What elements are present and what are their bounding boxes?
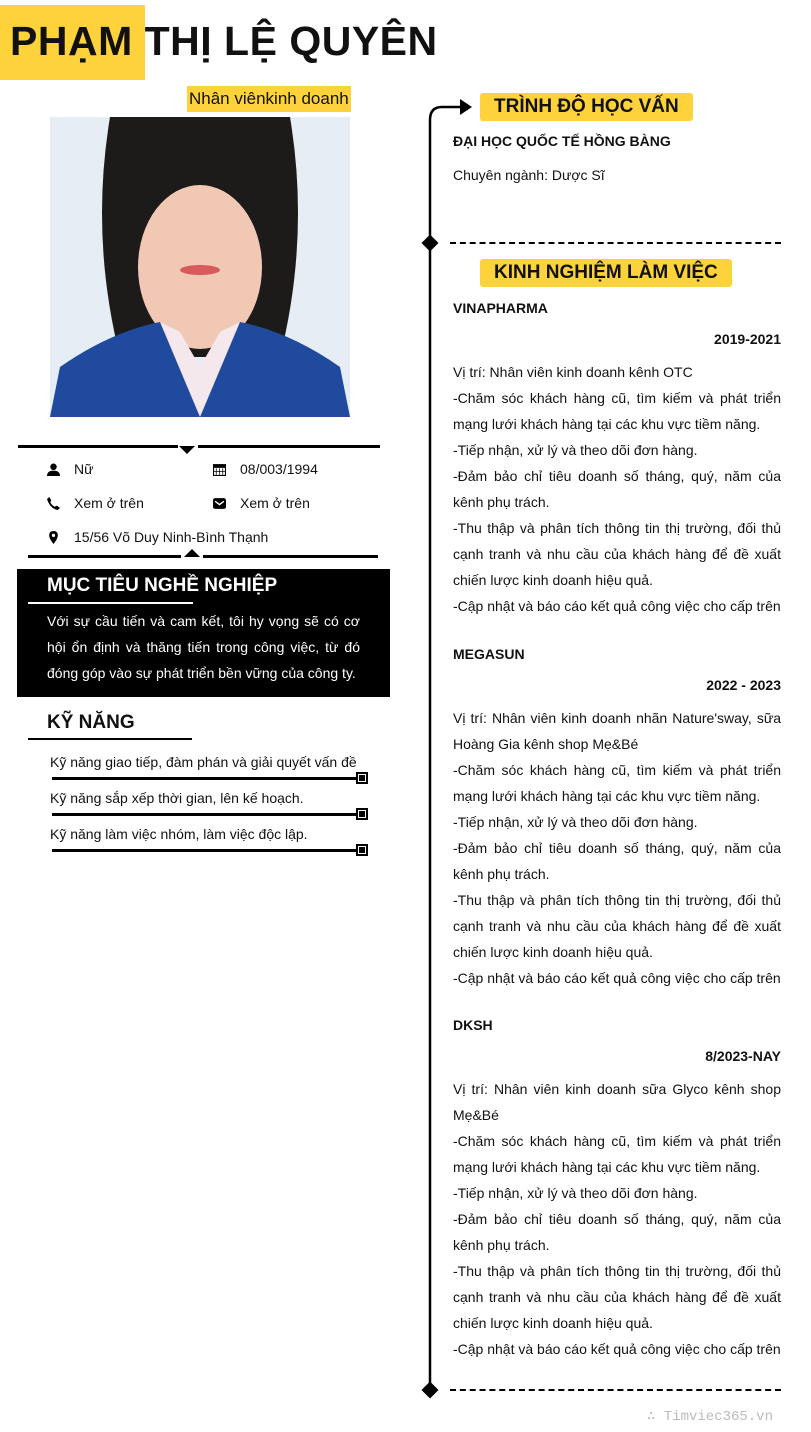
divider (28, 555, 181, 558)
phone-icon (47, 497, 60, 510)
email-row (213, 495, 310, 511)
job-detail: -Đảm bảo chỉ tiêu doanh số tháng, quý, năm của kênh phụ trách. (453, 1211, 781, 1253)
birthday-value: 08/003/1994 (240, 461, 318, 477)
job-detail: -Cập nhật và báo cáo kết quả công việc cho cấp trên (453, 598, 781, 614)
skill-label: Kỹ năng giao tiếp, đàm phán và giải quyết vấn đề (50, 754, 357, 770)
career-goal-section (17, 569, 390, 697)
education-title: TRÌNH ĐỘ HỌC VẤN (480, 93, 693, 121)
job-detail: -Tiếp nhận, xử lý và theo dõi đơn hàng. (453, 814, 698, 830)
job-detail: -Thu thập và phân tích thông tin thị trường, đối thủ cạnh tranh và nhu cầu của khách hàng để đề xuất chiến lược kinh doanh hiệu quả. (453, 1263, 781, 1331)
triangle-up-icon (184, 549, 200, 557)
job-detail: -Chăm sóc khách hàng cũ, tìm kiếm và phát triển mạng lưới khách hàng tại các khu vực tiềm năng. (453, 762, 781, 804)
skill-bar (52, 849, 358, 852)
title-underline (28, 602, 193, 604)
skill-label: Kỹ năng làm việc nhóm, làm việc độc lập. (50, 826, 308, 842)
dashed-divider (450, 1389, 781, 1391)
skill-bar (52, 777, 358, 780)
job-detail: Vị trí: Nhân viên kinh doanh kênh OTC (453, 364, 693, 380)
job-detail: Vị trí: Nhân viên kinh doanh sữa Glyco kênh shop Mẹ&Bé (453, 1081, 781, 1123)
arrow-right-icon (460, 99, 472, 115)
birthday-row (213, 461, 318, 477)
job-detail: -Chăm sóc khách hàng cũ, tìm kiếm và phát triển mạng lưới khách hàng tại các khu vực tiềm năng. (453, 1133, 781, 1175)
divider (18, 445, 178, 448)
job-detail: Vị trí: Nhân viên kinh doanh nhãn Nature'sway, sữa Hoàng Gia kênh shop Mẹ&Bé (453, 710, 781, 752)
job-title: Nhân viênkinh doanh (187, 86, 351, 112)
school-name: ĐẠI HỌC QUỐC TẾ HỒNG BÀNG (453, 133, 671, 149)
job-entry (453, 1012, 781, 1362)
job-entry (453, 295, 781, 619)
divider (203, 555, 378, 558)
dashed-divider (450, 242, 781, 244)
watermark: ∴ Timviec365.vn (646, 1409, 773, 1425)
experience-title: KINH NGHIỆM LÀM VIỆC (480, 259, 732, 287)
goal-text: Với sự cầu tiến và cam kết, tôi hy vọng sẽ có cơ hội ổn định và thăng tiến trong công việc, từ đó đóng góp vào sự phát triển bền vững của công ty. (47, 613, 360, 681)
divider (198, 445, 380, 448)
gender-value: Nữ (74, 461, 94, 477)
skill-label: Kỹ năng sắp xếp thời gian, lên kế hoạch. (50, 790, 304, 806)
skill-knob (356, 844, 368, 856)
candidate-name: PHẠM THỊ LỆ QUYÊN (10, 18, 438, 64)
job-detail: -Cập nhật và báo cáo kết quả công việc cho cấp trên (453, 1341, 781, 1357)
skill-knob (356, 808, 368, 820)
job-period: 8/2023-NAY (705, 1048, 781, 1064)
gender-row (47, 461, 93, 477)
skill-knob (356, 772, 368, 784)
company-name: MEGASUN (453, 646, 525, 662)
email-value: Xem ở trên (240, 495, 310, 511)
job-detail: -Cập nhật và báo cáo kết quả công việc cho cấp trên (453, 970, 781, 986)
job-detail: -Thu thập và phân tích thông tin thị trường, đối thủ cạnh tranh và nhu cầu của khách hàng để đề xuất chiến lược kinh doanh hiệu quả. (453, 520, 781, 588)
job-detail: -Tiếp nhận, xử lý và theo dõi đơn hàng. (453, 1185, 698, 1201)
job-detail: -Chăm sóc khách hàng cũ, tìm kiếm và phát triển mạng lưới khách hàng tại các khu vực tiềm năng. (453, 390, 781, 432)
job-detail: -Tiếp nhận, xử lý và theo dõi đơn hàng. (453, 442, 698, 458)
address-value: 15/56 Võ Duy Ninh-Bình Thạnh (74, 529, 269, 545)
company-name: DKSH (453, 1017, 493, 1033)
job-period: 2019-2021 (714, 331, 781, 347)
skill-bar (52, 813, 358, 816)
envelope-icon (213, 497, 226, 510)
skills-title: KỸ NĂNG (47, 712, 135, 733)
profile-photo (50, 117, 350, 417)
calendar-icon (213, 463, 226, 476)
job-period: 2022 - 2023 (706, 677, 781, 693)
map-marker-icon (47, 531, 60, 544)
major: Chuyên ngành: Dược Sĩ (453, 167, 605, 183)
skill-item (50, 790, 370, 806)
triangle-down-icon (179, 446, 195, 454)
company-name: VINAPHARMA (453, 300, 548, 316)
user-icon (47, 463, 60, 476)
skill-item (50, 826, 370, 842)
job-detail: -Đảm bảo chỉ tiêu doanh số tháng, quý, năm của kênh phụ trách. (453, 840, 781, 882)
phone-row (47, 495, 144, 511)
skill-item (50, 754, 370, 770)
section-title: MỤC TIÊU NGHỀ NGHIỆP (47, 575, 278, 596)
job-entry (453, 641, 781, 991)
address-row (47, 529, 268, 545)
phone-value: Xem ở trên (74, 495, 144, 511)
job-detail: -Đảm bảo chỉ tiêu doanh số tháng, quý, năm của kênh phụ trách. (453, 468, 781, 510)
job-detail: -Thu thập và phân tích thông tin thị trường, đối thủ cạnh tranh và nhu cầu của khách hàng để đề xuất chiến lược kinh doanh hiệu quả. (453, 892, 781, 960)
title-underline (28, 738, 192, 740)
